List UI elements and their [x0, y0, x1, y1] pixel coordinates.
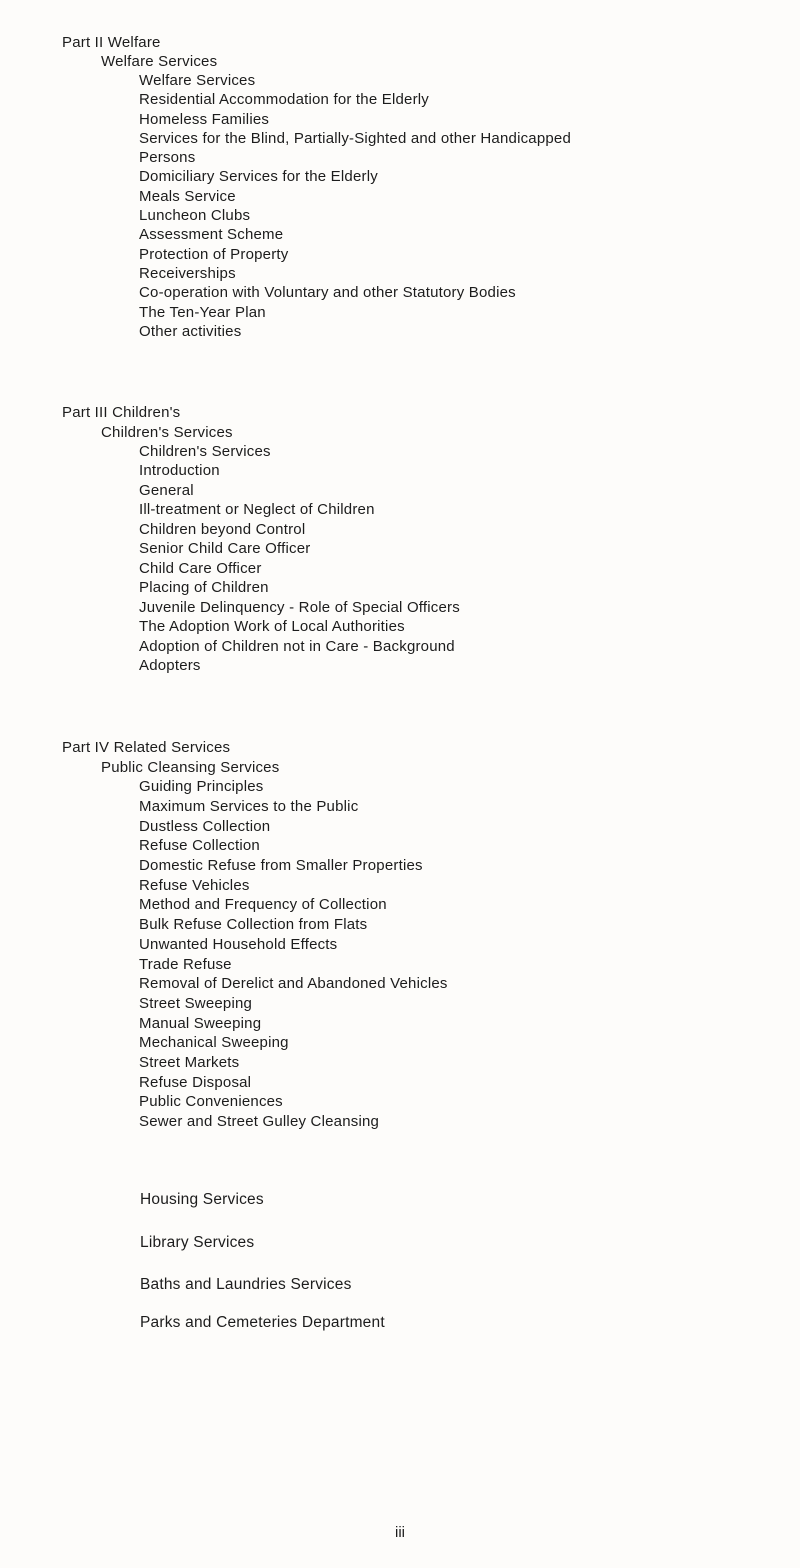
contents-item: Services for the Blind, Partially-Sighted and other Handicapped	[139, 130, 572, 147]
section-heading: Housing Services	[140, 1191, 264, 1208]
contents-item: Adoption of Children not in Care - Background	[139, 638, 455, 655]
contents-item: Maximum Services to the Public	[139, 798, 359, 815]
contents-item: Guiding Principles	[139, 778, 264, 795]
contents-item: Refuse Vehicles	[139, 877, 250, 894]
contents-item: Domiciliary Services for the Elderly	[139, 168, 378, 185]
contents-item: Homeless Families	[139, 111, 270, 128]
part-heading: Part IV Related Services	[62, 739, 231, 756]
contents-item: Public Conveniences	[139, 1093, 283, 1110]
contents-item: Dustless Collection	[139, 818, 271, 835]
contents-item: General	[139, 482, 194, 499]
contents-item: Refuse Collection	[139, 837, 260, 854]
contents-item: Persons	[139, 149, 196, 166]
section-heading: Parks and Cemeteries Department	[140, 1314, 385, 1331]
contents-item: Children beyond Control	[139, 521, 306, 538]
contents-item: Manual Sweeping	[139, 1015, 262, 1032]
contents-item: Luncheon Clubs	[139, 207, 251, 224]
contents-item: Co-operation with Voluntary and other Statutory Bodies	[139, 284, 516, 301]
section-heading: Public Cleansing Services	[101, 759, 280, 776]
contents-item: The Ten-Year Plan	[139, 304, 266, 321]
contents-item: The Adoption Work of Local Authorities	[139, 618, 405, 635]
contents-item: Protection of Property	[139, 246, 289, 263]
contents-item: Sewer and Street Gulley Cleansing	[139, 1113, 380, 1130]
section-heading: Library Services	[140, 1234, 255, 1251]
page-number: iii	[395, 1524, 405, 1541]
contents-item: Removal of Derelict and Abandoned Vehicles	[139, 975, 448, 992]
contents-item: Welfare Services	[139, 72, 256, 89]
contents-item: Senior Child Care Officer	[139, 540, 311, 557]
contents-item: Ill-treatment or Neglect of Children	[139, 501, 375, 518]
contents-item: Trade Refuse	[139, 956, 232, 973]
contents-item: Bulk Refuse Collection from Flats	[139, 916, 368, 933]
contents-item: Placing of Children	[139, 579, 269, 596]
contents-item: Method and Frequency of Collection	[139, 896, 387, 913]
contents-item: Other activities	[139, 323, 242, 340]
section-heading: Welfare Services	[101, 53, 218, 70]
section-heading: Baths and Laundries Services	[140, 1276, 352, 1293]
contents-item: Residential Accommodation for the Elderly	[139, 91, 430, 108]
contents-item: Juvenile Delinquency - Role of Special Officers	[139, 599, 460, 616]
contents-item: Mechanical Sweeping	[139, 1034, 289, 1051]
part-heading: Part III Children's	[62, 404, 181, 421]
part-heading: Part II Welfare	[62, 34, 161, 51]
contents-item: Introduction	[139, 462, 220, 479]
contents-item: Refuse Disposal	[139, 1074, 252, 1091]
contents-item: Street Markets	[139, 1054, 240, 1071]
contents-item: Street Sweeping	[139, 995, 253, 1012]
section-heading: Children's Services	[101, 424, 233, 441]
contents-item: Domestic Refuse from Smaller Properties	[139, 857, 423, 874]
contents-item: Children's Services	[139, 443, 271, 460]
contents-item: Adopters	[139, 657, 201, 674]
contents-item: Meals Service	[139, 188, 236, 205]
contents-item: Assessment Scheme	[139, 226, 284, 243]
contents-item: Receiverships	[139, 265, 236, 282]
contents-item: Unwanted Household Effects	[139, 936, 338, 953]
contents-item: Child Care Officer	[139, 560, 262, 577]
